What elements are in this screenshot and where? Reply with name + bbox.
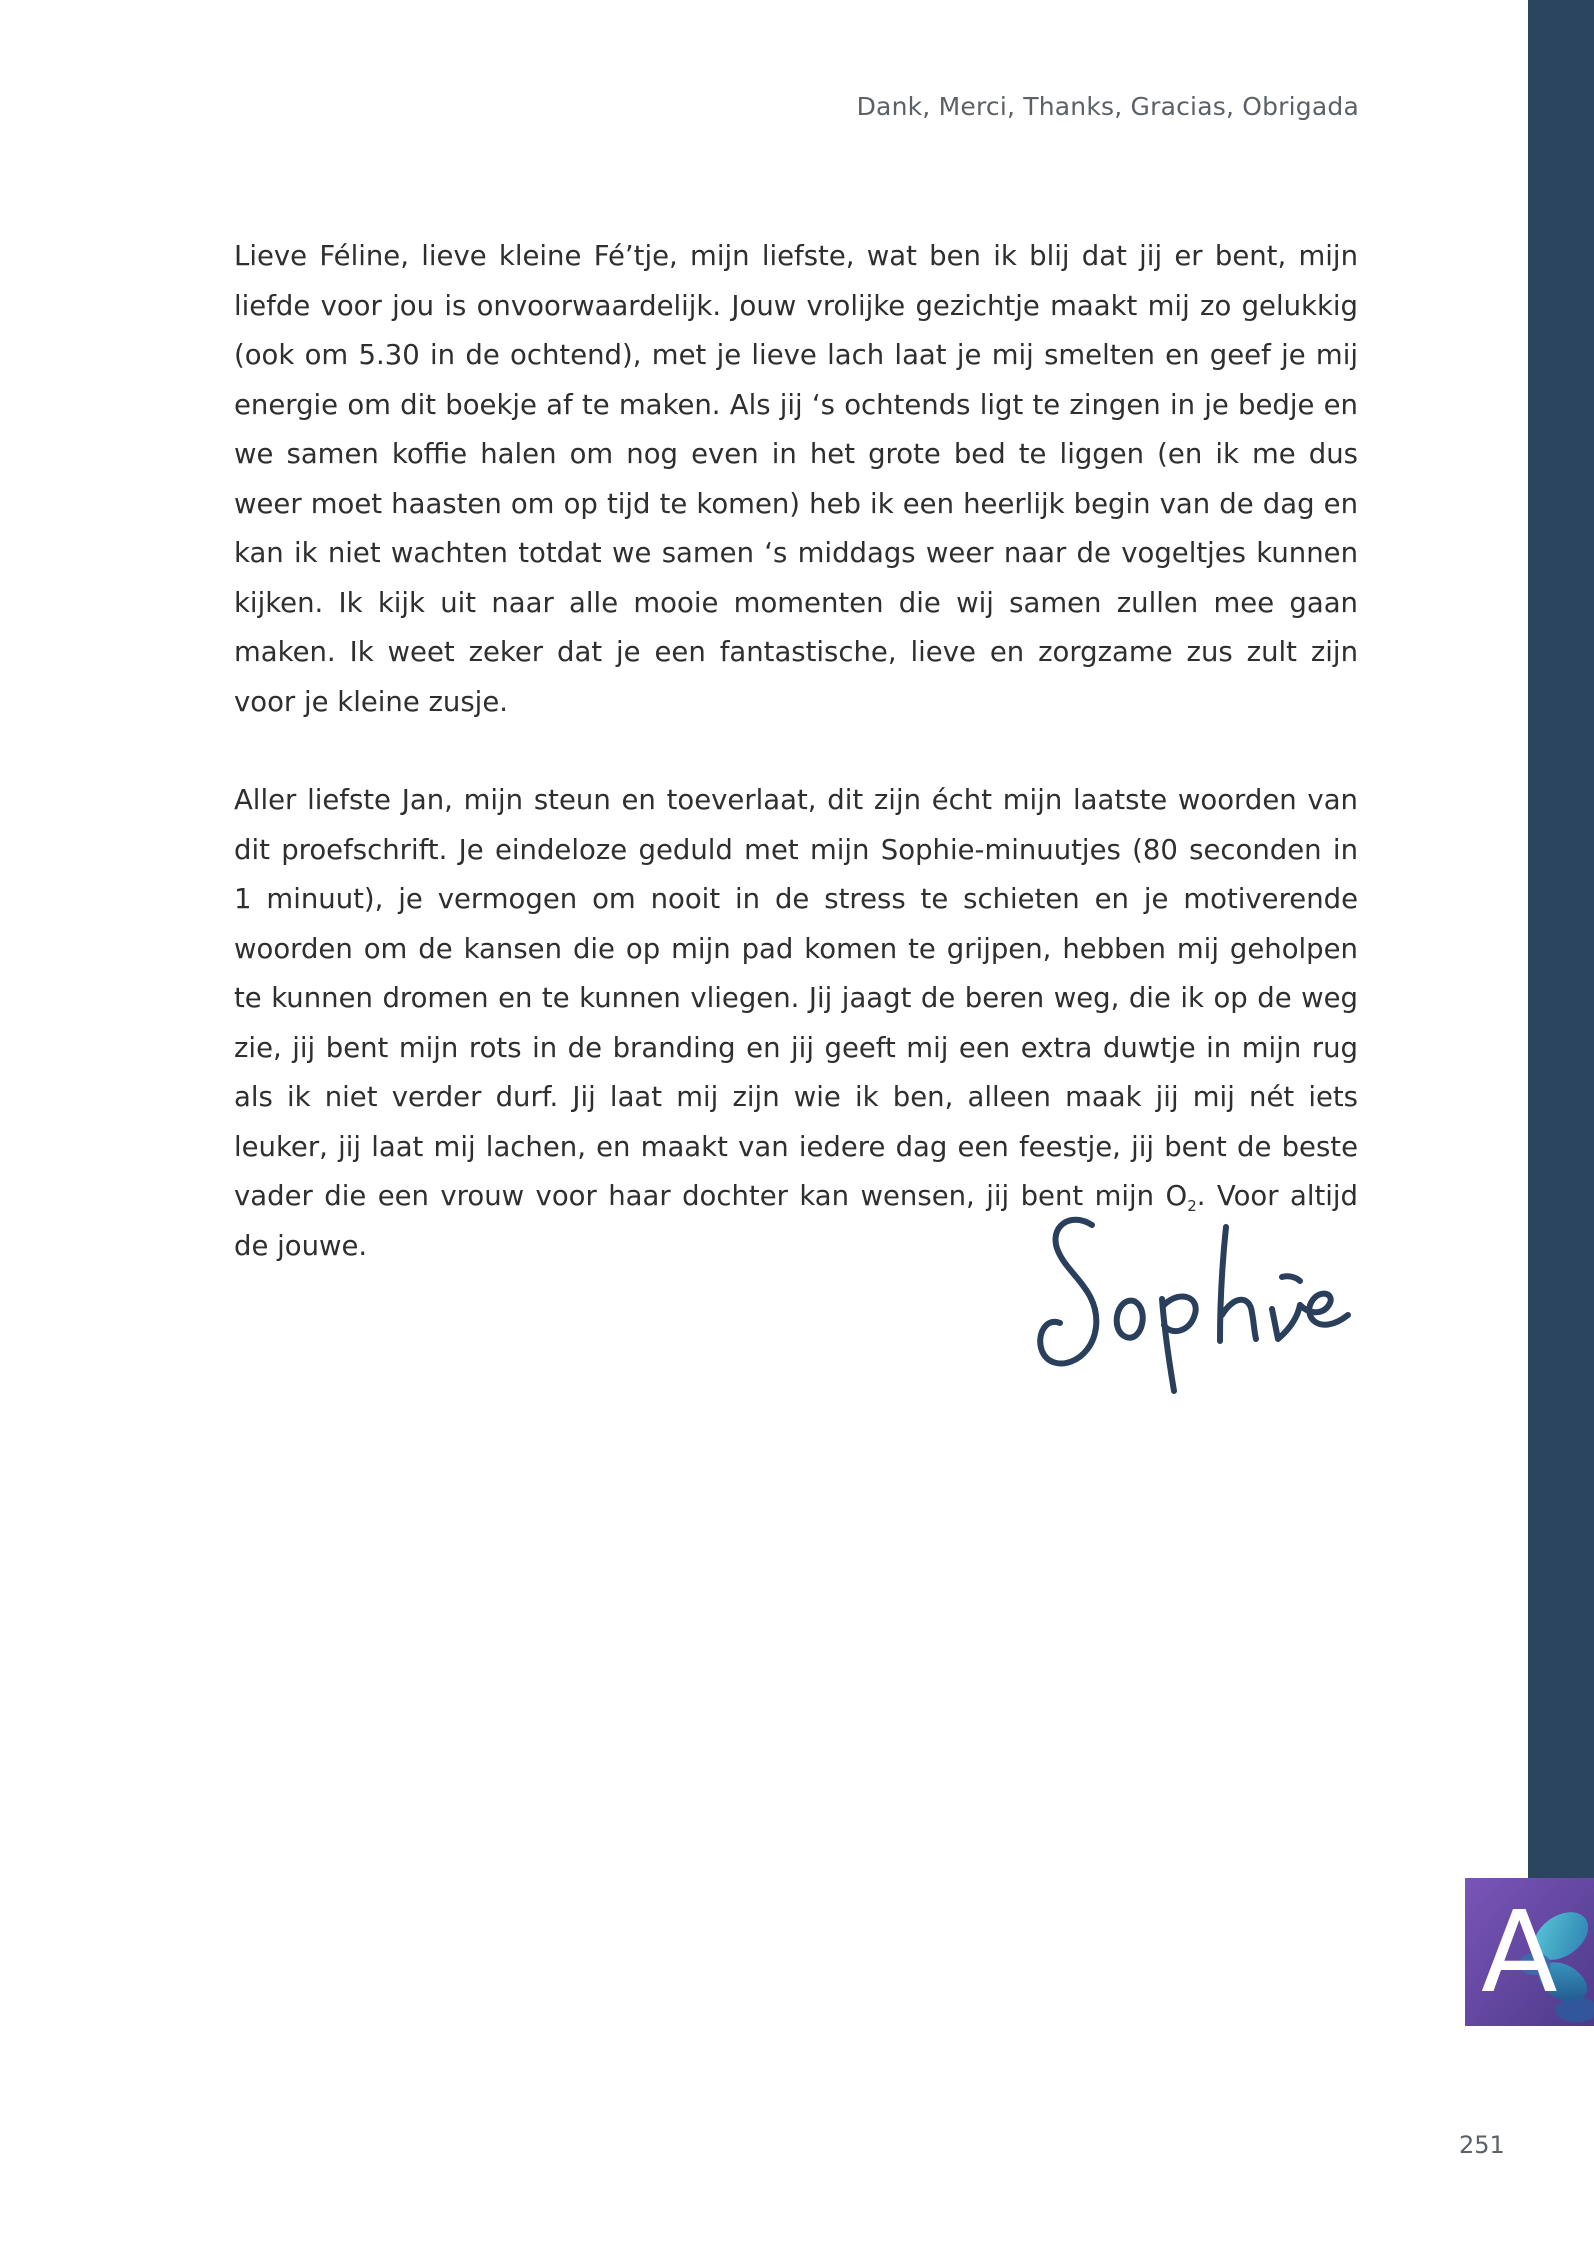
running-header: Dank, Merci, Thanks, Gracias, Obrigada: [856, 92, 1359, 121]
page-number: 251: [1459, 2131, 1505, 2159]
chapter-tab: [1465, 1878, 1594, 2026]
chapter-letter: A: [1481, 1888, 1558, 2018]
oxygen-subscript: 2: [1187, 1197, 1197, 1215]
paragraph-feline: Lieve Féline, lieve kleine Fé’tje, mijn liefste, wat ben ik blij dat jij er bent, mijn liefde voor jou is onvoorwaardelijk. Jouw vrolijke gezichtje maakt mij zo gelukkig (ook om 5.30 in de ochtend), met je lieve lach laat je mij smelten en geef je mij energie om dit boekje af te maken. Als jij ‘s ochtends ligt te zingen in je bedje en we samen koffie halen om nog even in het grote bed te liggen (en ik me dus weer moet haasten om op tijd te komen) heb ik een heerlijk begin van de dag en kan ik niet wachten totdat we samen ‘s middags weer naar de vogeltjes kunnen kijken. Ik kijk uit naar alle mooie momenten die wij samen zullen mee gaan maken. Ik weet zeker dat je een fantastische, lieve en zorgzame zus zult zijn voor je kleine zusje.: [234, 240, 1358, 718]
handwritten-signature: [1030, 1205, 1360, 1405]
paragraph-jan: [234, 776, 1358, 1271]
paragraph-jan-ending: . Voor altijd de jouwe.: [234, 1180, 1358, 1262]
paragraph-jan-text: Aller liefste Jan, mijn steun en toeverlaat, dit zijn écht mijn laatste woorden van dit proefschrift. Je eindeloze geduld met mijn Sophie-minuutjes (80 seconden in 1 minuut), je vermogen om nooit in de stress te schieten en je motiverende woorden om de kansen die op mijn pad komen te grijpen, hebben mij geholpen te kunnen dromen en te kunnen vliegen. Jij jaagt de beren weg, die ik op de weg zie, jij bent mijn rots in de branding en jij geeft mij een extra duwtje in mijn rug als ik niet verder durf. Jij laat mij zijn wie ik ben, alleen maak jij mij nét iets leuker, jij laat mij lachen, en maakt van iedere dag een feestje, jij bent de beste vader die een vrouw voor haar dochter kan wensen, jij bent mijn O: [234, 784, 1358, 1212]
side-color-bar: [1528, 0, 1594, 1880]
acknowledgements-text: [234, 232, 1358, 1320]
